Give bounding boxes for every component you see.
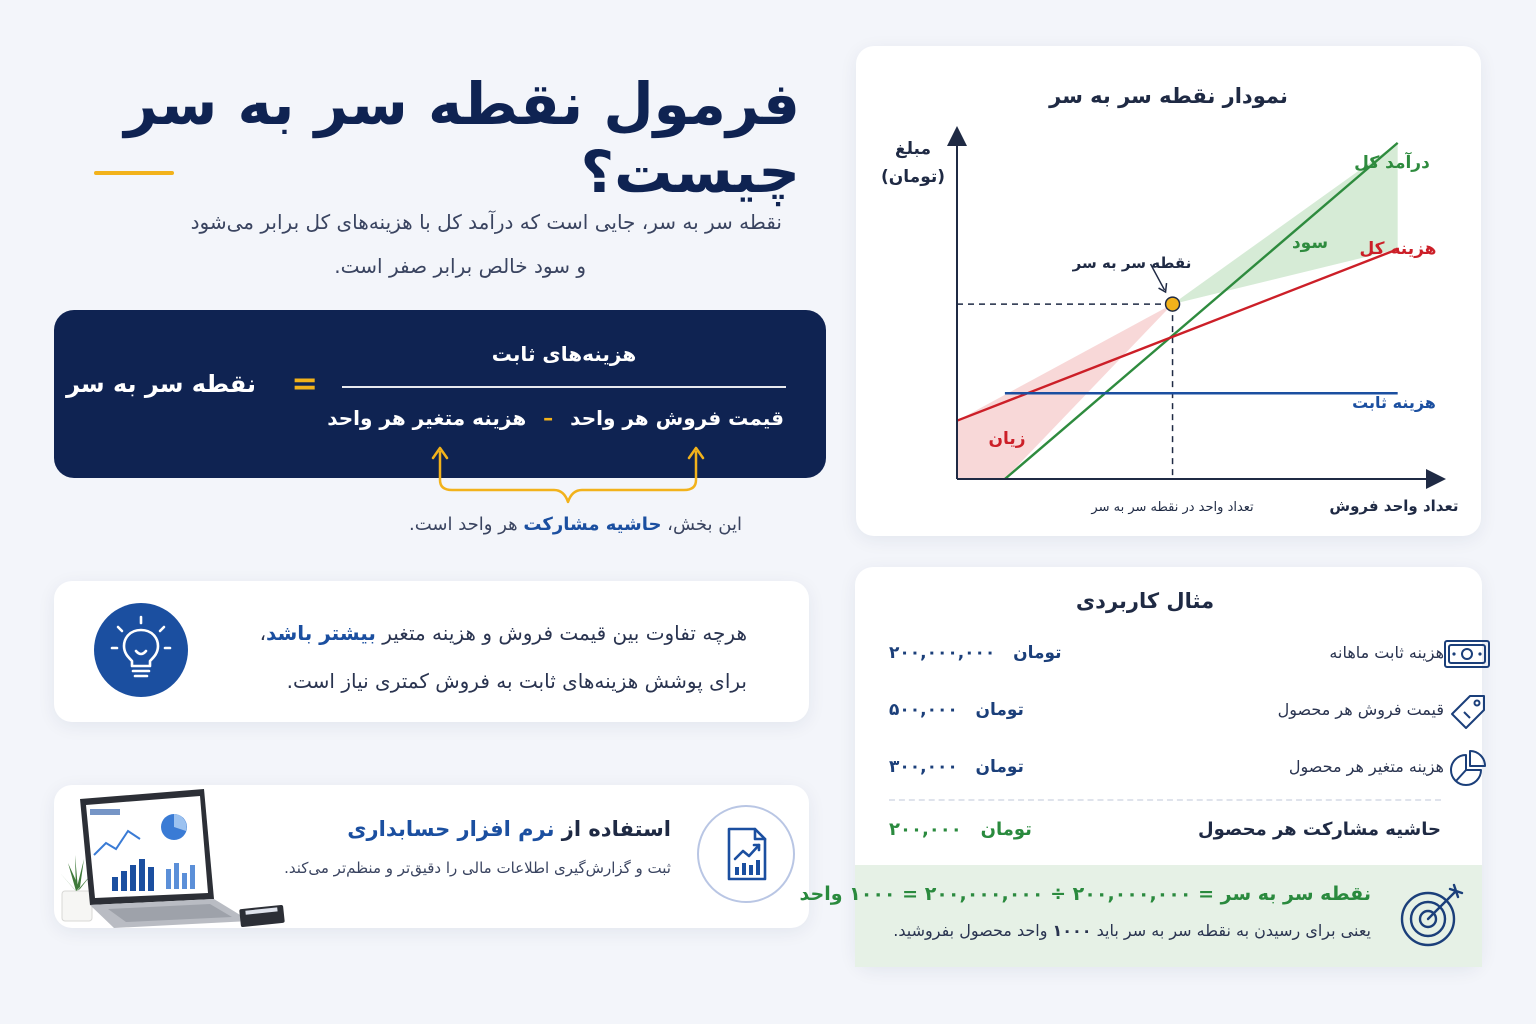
break-even-chart: [856, 46, 1481, 536]
intro-line-1: نقطه سر به سر، جایی است که درآمد کل با هزینه‌های کل برابر می‌شود: [190, 210, 782, 234]
example-divider: [889, 799, 1441, 801]
example-row-price: [889, 692, 1444, 732]
example-label: هزینه متغیر هر محصول: [1288, 757, 1444, 776]
denominator-minus: –: [543, 406, 554, 430]
denominator-variable-cost: هزینه متغیر هر واحد: [327, 406, 527, 430]
intro-text: [110, 200, 782, 288]
formula-equals: =: [291, 364, 318, 402]
loss-label: زیان: [988, 429, 1026, 449]
money-bill-icon: [1444, 635, 1492, 679]
example-row-margin: [889, 817, 1441, 857]
chart-title: نمودار نقطه سر به سر: [1049, 84, 1288, 108]
example-row-fixed-cost: [889, 635, 1444, 675]
formula-denominator: [327, 406, 784, 430]
fraction-line: [342, 386, 786, 388]
software-card[interactable]: [54, 785, 809, 928]
x-axis-label: تعداد واحد فروش: [1329, 497, 1459, 515]
document-chart-icon: [697, 805, 795, 903]
margin-value: تومان ۲۰۰,۰۰۰: [889, 819, 1032, 840]
legend-revenue: درآمد کل: [1354, 153, 1430, 173]
tip-line-1: هرچه تفاوت بین قیمت فروش و هزینه متغیر بیشتر باشد،: [259, 621, 747, 645]
example-label: قیمت فروش هر محصول: [1277, 700, 1444, 719]
example-title: مثال کاربردی: [1075, 589, 1215, 613]
revenue-line: [1005, 143, 1398, 479]
laptop-illustration: [54, 785, 304, 928]
example-card: [799, 567, 1482, 967]
example-value: تومان ۲۰۰,۰۰۰,۰۰۰: [889, 643, 1062, 663]
title-underline: [94, 171, 174, 175]
break-even-marker: [1166, 297, 1180, 311]
lightbulb-icon: [94, 603, 188, 697]
result-label: نقطه سر به سر: [1220, 883, 1371, 905]
loss-area: [957, 304, 1173, 479]
example-label: هزینه ثابت ماهانه: [1329, 643, 1444, 662]
tip-highlight: بیشتر باشد: [266, 621, 376, 645]
result-formula: [799, 883, 1371, 905]
margin-label: حاشیه مشارکت هر محصول: [1197, 819, 1441, 840]
contribution-highlight: حاشیه مشارکت: [523, 514, 662, 535]
y-axis-unit: (تومان): [881, 167, 945, 187]
contribution-note: این بخش، حاشیه مشارکت هر واحد است.: [409, 514, 742, 535]
tip-line-2: برای پوشش هزینه‌های ثابت به فروش کمتری نیاز است.: [286, 669, 747, 693]
target-icon: [1394, 879, 1468, 957]
result-box: [799, 865, 1482, 967]
example-row-variable-cost: [889, 749, 1444, 789]
y-axis-label: مبلغ: [894, 139, 932, 159]
price-tag-icon: [1444, 692, 1492, 736]
profit-label: سود: [1291, 233, 1329, 253]
tip-card: [54, 581, 809, 722]
page-title: فرمول نقطه سر به سر چیست؟: [124, 70, 800, 206]
software-description: ثبت و گزارش‌گیری اطلاعات مالی را دقیق‌تر و منظم‌تر می‌کند.: [284, 859, 671, 877]
result-expression: = ۲۰۰,۰۰۰,۰۰۰ ÷ ۲۰۰,۰۰۰,۰۰۰ = ۱۰۰۰ واحد: [799, 883, 1215, 905]
break-even-label: نقطه سر به سر: [1072, 254, 1192, 272]
x-break-even-label: تعداد واحد در نقطه سر به سر: [1091, 500, 1254, 515]
result-note: یعنی برای رسیدن به نقطه سر به سر باید ۱۰۰۰ واحد محصول بفروشید.: [893, 921, 1371, 940]
example-value: تومان ۳۰۰,۰۰۰: [889, 757, 1024, 777]
legend-total-cost: هزینه کل: [1359, 239, 1437, 259]
chart-card: [856, 46, 1481, 536]
software-title: استفاده از نرم افزار حسابداری: [347, 817, 671, 841]
total-cost-line: [957, 249, 1398, 421]
formula-numerator: هزینه‌های ثابت: [491, 342, 637, 366]
tip-text: [207, 609, 747, 705]
software-highlight: نرم افزار حسابداری: [347, 817, 555, 841]
brace-arrows: [430, 440, 710, 510]
example-value: تومان ۵۰۰,۰۰۰: [889, 700, 1024, 720]
pie-chart-icon: [1444, 749, 1492, 793]
denominator-price: قیمت فروش هر واحد: [570, 406, 784, 430]
intro-line-2: و سود خالص برابر صفر است.: [334, 254, 586, 278]
formula-lhs: نقطه سر به سر: [66, 370, 256, 398]
legend-fixed-cost: هزینه ثابت: [1352, 393, 1436, 412]
